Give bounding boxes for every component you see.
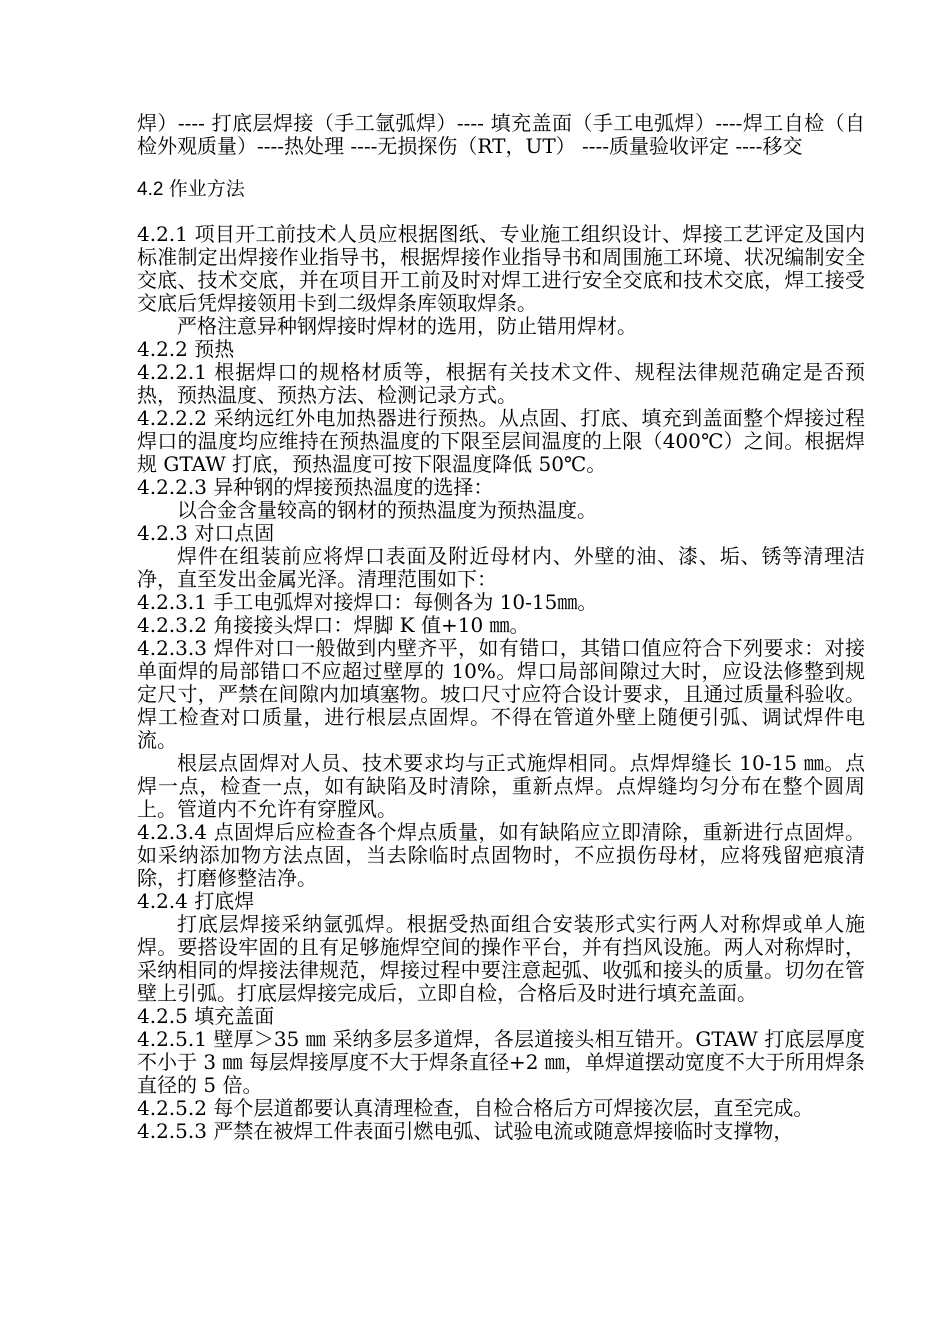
paragraph-root-tack-weld: 根层点固焊对人员、技术要求均与正式施焊相同。点焊焊缝长 10-15 ㎜。点焊一点，检查一点，如有缺陷及时清除，重新点焊。点焊缝均匀分布在整个圆周上。管道内不允许有穿膛风。 bbox=[137, 751, 865, 821]
paragraph-4-2-5-3: 4.2.5.3 严禁在被焊工件表面引燃电弧、试验电流或随意焊接临时支撑物， bbox=[137, 1119, 794, 1143]
paragraph-4-2-1: 4.2.1 项目开工前技术人员应根据图纸、专业施工组织设计、焊接工艺评定及国内标准制定出焊接作业指导书，根据焊接作业指导书和周围施工环境、状况编制安全交底、技术交底，并在项目开工前及时对焊工进行安全交底和技术交底，焊工接受交底后凭焊接领用卡到二级焊条库领取焊条。 bbox=[137, 222, 865, 315]
paragraph-4-2-5-1: 4.2.5.1 壁厚＞35 ㎜ 采纳多层多道焊，各层道接头相互错开。GTAW 打底层厚度不小于 3 ㎜ 每层焊接厚度不大于焊条直径+2 ㎜，单焊道摆动宽度不大于所用焊条直径的 5 倍。 bbox=[137, 1027, 865, 1097]
heading-4-2-2: 4.2.2 预热 bbox=[137, 337, 235, 361]
paragraph-cleaning: 焊件在组装前应将焊口表面及附近母材内、外壁的油、漆、垢、锈等清理洁净，直至发出金属光泽。清理范围如下： bbox=[137, 544, 865, 591]
paragraph-4-2-2-3: 4.2.2.3 异种钢的焊接预热温度的选择： bbox=[137, 475, 494, 499]
paragraph-4-2-3-2: 4.2.3.2 角接接头焊口：焊脚 K 值+10 ㎜。 bbox=[137, 613, 530, 637]
heading-4-2-3: 4.2.3 对口点固 bbox=[137, 521, 275, 545]
paragraph-4-2-3-3: 4.2.3.3 焊件对口一般做到内壁齐平，如有错口，其错口值应符合下列要求：对接单面焊的局部错口不应超过壁厚的 10%。焊口局部间隙过大时，应设法修整到规定尺寸，严禁在间隙内加填塞物。坡口尺寸应符合设计要求，且通过质量科验收。焊工检查对口质量，进行根层点固焊。不得在管道外壁上随便引弧、调试焊件电流。 bbox=[137, 636, 865, 752]
paragraph-4-2-3-1: 4.2.3.1 手工电弧焊对接焊口：每侧各为 10-15㎜。 bbox=[137, 590, 598, 614]
section-heading-4-2: 4.2 作业方法 bbox=[137, 179, 245, 200]
heading-4-2-4: 4.2.4 打底焊 bbox=[137, 889, 255, 913]
paragraph-4-2-3-4: 4.2.3.4 点固焊后应检查各个焊点质量，如有缺陷应立即清除，重新进行点固焊。如采纳添加物方法点固，当去除临时点固物时，不应损伤母材，应将残留疤痕清除，打磨修整洁净。 bbox=[137, 820, 865, 890]
paragraph-process-flow: 焊）---- 打底层焊接（手工氩弧焊）---- 填充盖面（手工电弧焊）----焊工自检（自检外观质量）----热处理 ----无损探伤（RT，UT） ----质量验收评定 ----移交 bbox=[137, 111, 865, 158]
paragraph-preheat-rule: 以合金含量较高的钢材的预热温度为预热温度。 bbox=[177, 498, 597, 522]
paragraph-4-2-5-2: 4.2.5.2 每个层道都要认真清理检查，自检合格后方可焊接次层，直至完成。 bbox=[137, 1096, 814, 1120]
paragraph-root-pass: 打底层焊接采纳氩弧焊。根据受热面组合安装形式实行两人对称焊或单人施焊。要搭设牢固的且有足够施焊空间的操作平台，并有挡风设施。两人对称焊时，采纳相同的焊接法律规范，焊接过程中要注意起弧、收弧和接头的质量。切勿在管壁上引弧。打底层焊接完成后，立即自检，合格后及时进行填充盖面。 bbox=[137, 912, 865, 1005]
heading-4-2-5: 4.2.5 填充盖面 bbox=[137, 1004, 275, 1028]
paragraph-4-2-2-1: 4.2.2.1 根据焊口的规格材质等，根据有关技术文件、规程法律规范确定是否预热，预热温度、预热方法、检测记录方式。 bbox=[137, 360, 865, 407]
paragraph-filler-material-note: 严格注意异种钢焊接时焊材的选用，防止错用焊材。 bbox=[177, 314, 637, 338]
paragraph-4-2-2-2: 4.2.2.2 采纳远红外电加热器进行预热。从点固、打底、填充到盖面整个焊接过程焊口的温度均应维持在预热温度的下限至层间温度的上限（400℃）之间。根据焊规 GTAW 打底，预热温度可按下限温度降低 50℃。 bbox=[137, 406, 865, 476]
document-page bbox=[137, 112, 865, 1143]
